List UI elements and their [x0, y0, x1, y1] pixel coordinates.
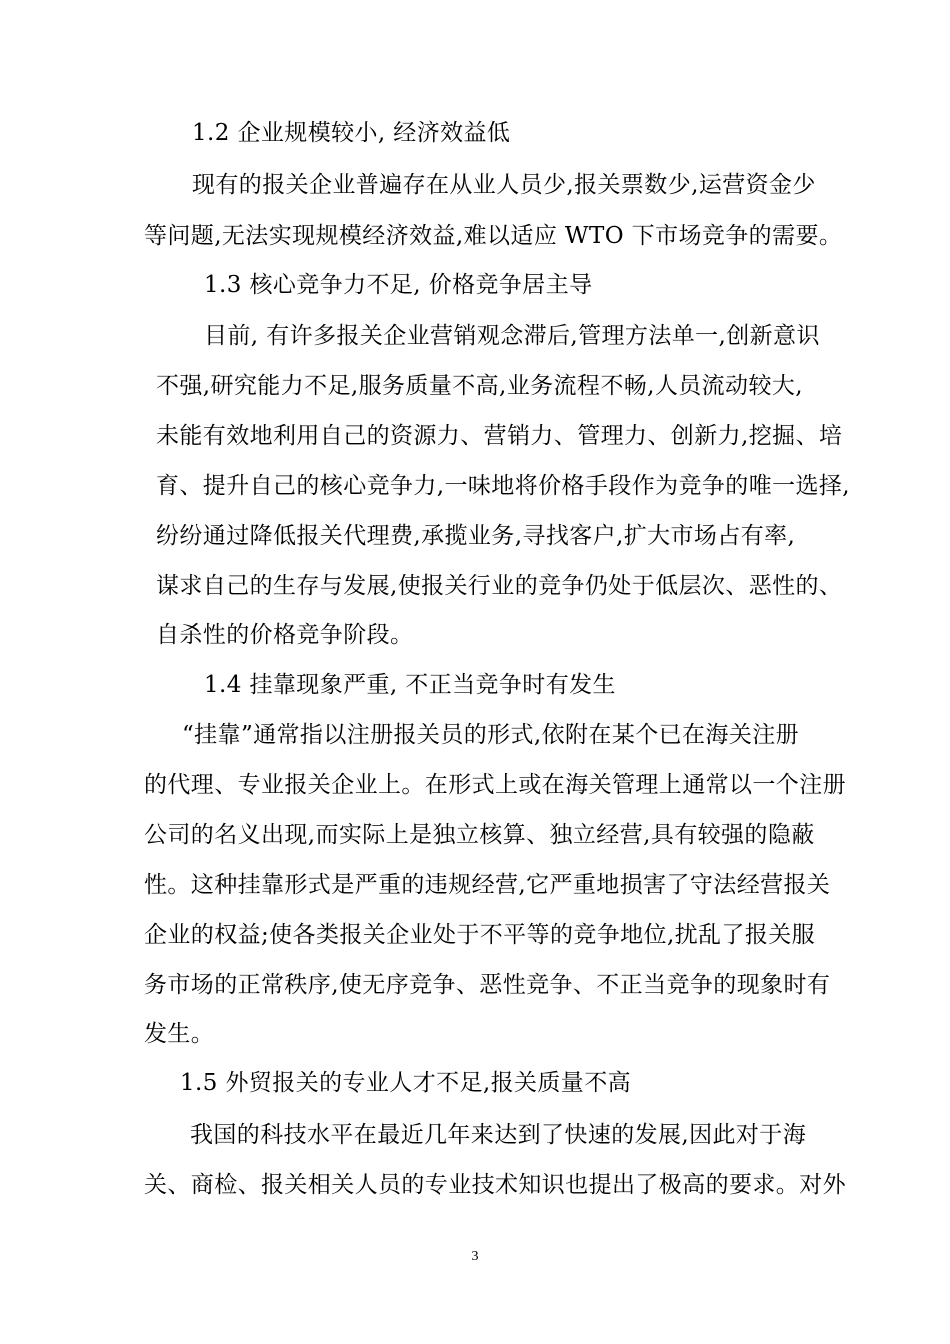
paragraph-1-3-line-6: 谋求自己的生存与发展,使报关行业的竞争仍处于低层次、恶性的、 [156, 573, 843, 599]
paragraph-1-3-line-4: 育、提升自己的核心竞争力,一味地将价格手段作为竞争的唯一选择, [156, 473, 851, 499]
paragraph-1-5-line-2: 关、商检、报关相关人员的专业技术知识也提出了极高的要求。对外 [144, 1172, 846, 1198]
page-number: 3 [471, 1249, 479, 1264]
paragraph-1-2-line-1: 现有的报关企业普遍存在从业人员少,报关票数少,运营资金少 [192, 172, 816, 198]
section-heading-1-4: 1.4 挂靠现象严重, 不正当竞争时有发生 [204, 672, 616, 698]
paragraph-1-2-line-2: 等问题,无法实现规模经济效益,难以适应 WTO 下市场竞争的需要。 [144, 223, 843, 249]
paragraph-1-4-line-6: 务市场的正常秩序,使无序竞争、恶性竞争、不正当竞争的现象时有 [144, 972, 831, 998]
paragraph-1-4-line-1: “挂靠”通常指以注册报关员的形式,依附在某个已在海关注册 [182, 722, 800, 748]
section-heading-1-3: 1.3 核心竞争力不足, 价格竞争居主导 [204, 272, 593, 298]
paragraph-1-3-line-5: 纷纷通过降低报关代理费,承揽业务,寻找客户,扩大市场占有率, [156, 523, 796, 549]
paragraph-1-3-line-2: 不强,研究能力不足,服务质量不高,业务流程不畅,人员流动较大, [156, 373, 803, 399]
paragraph-1-3-line-1: 目前, 有许多报关企业营销观念滞后,管理方法单一,创新意识 [204, 323, 820, 349]
paragraph-1-4-line-3: 公司的名义出现,而实际上是独立核算、独立经营,具有较强的隐蔽 [144, 822, 815, 848]
paragraph-1-5-line-1: 我国的科技水平在最近几年来达到了快速的发展,因此对于海 [190, 1122, 807, 1148]
paragraph-1-3-line-7: 自杀性的价格竞争阶段。 [156, 622, 414, 648]
paragraph-1-4-line-4: 性。这种挂靠形式是严重的违规经营,它严重地损害了守法经营报关 [144, 872, 831, 898]
paragraph-1-4-line-2: 的代理、专业报关企业上。在形式上或在海关管理上通常以一个注册 [144, 772, 846, 798]
section-heading-1-2: 1.2 企业规模较小, 经济效益低 [192, 120, 511, 146]
section-heading-1-5: 1.5 外贸报关的专业人才不足,报关质量不高 [180, 1070, 631, 1096]
paragraph-1-3-line-3: 未能有效地利用自己的资源力、营销力、管理力、创新力,挖掘、培 [156, 423, 843, 449]
paragraph-1-4-line-5: 企业的权益;使各类报关企业处于不平等的竞争地位,扰乱了报关服 [144, 922, 816, 948]
paragraph-1-4-line-7: 发生。 [144, 1021, 215, 1047]
